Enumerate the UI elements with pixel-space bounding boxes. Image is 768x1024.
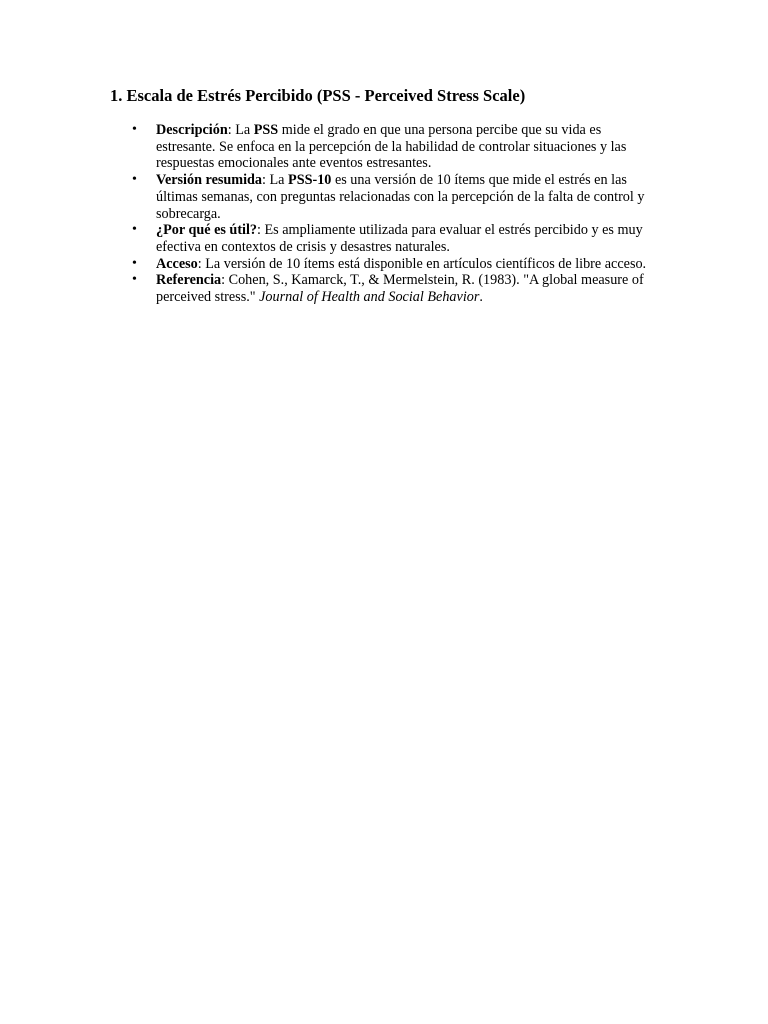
bullet-icon: • xyxy=(132,255,137,271)
section-heading: 1. Escala de Estrés Percibido (PSS - Perceived Stress Scale) xyxy=(110,86,526,105)
bullet-icon: • xyxy=(132,272,137,288)
item-label: ¿Por qué es útil? xyxy=(156,222,258,239)
list-item-por-que-es-util xyxy=(132,222,664,255)
item-text: : Cohen, S., Kamarck, T., & Mermelstein, R. (1983). "A global measure of perceived stress." xyxy=(156,272,644,306)
item-text: : Es ampliamente utilizada para evaluar el estrés percibido y es muy efectiva en contextos de crisis y desastres naturales. xyxy=(156,222,643,255)
bullet-icon: • xyxy=(132,172,137,188)
item-separator: : La xyxy=(262,172,289,189)
item-text: es una versión de 10 ítems que mide el estrés en las últimas semanas, con preguntas relacionadas con la percepción de la falta de control y sobrecarga. xyxy=(156,172,645,222)
list-item-referencia xyxy=(132,272,664,306)
item-label: Referencia xyxy=(156,272,222,289)
item-term: PSS-10 xyxy=(288,172,332,189)
item-term: PSS xyxy=(253,122,279,138)
list-item-descripcion xyxy=(132,122,664,172)
item-label: Descripción xyxy=(156,122,228,138)
item-text: : La versión de 10 ítems está disponible en artículos científicos de libre acceso. xyxy=(197,255,647,272)
item-label: Versión resumida xyxy=(156,172,263,189)
bullet-icon: • xyxy=(132,222,137,238)
item-label: Acceso xyxy=(156,255,198,272)
item-separator: : La xyxy=(227,122,254,138)
journal-title: Journal of Health and Social Behavior xyxy=(259,289,480,306)
list-item-acceso xyxy=(132,255,664,273)
bullet-icon: • xyxy=(132,122,137,137)
item-end: . xyxy=(479,289,483,306)
item-text: mide el grado en que una persona percibe que su vida es estresante. Se enfoca en la percepción de la habilidad de controlar situaciones y las respuestas emocionales ante eventos estresantes. xyxy=(156,122,627,172)
bullet-list xyxy=(132,122,664,306)
list-item-version-resumida xyxy=(132,172,664,222)
